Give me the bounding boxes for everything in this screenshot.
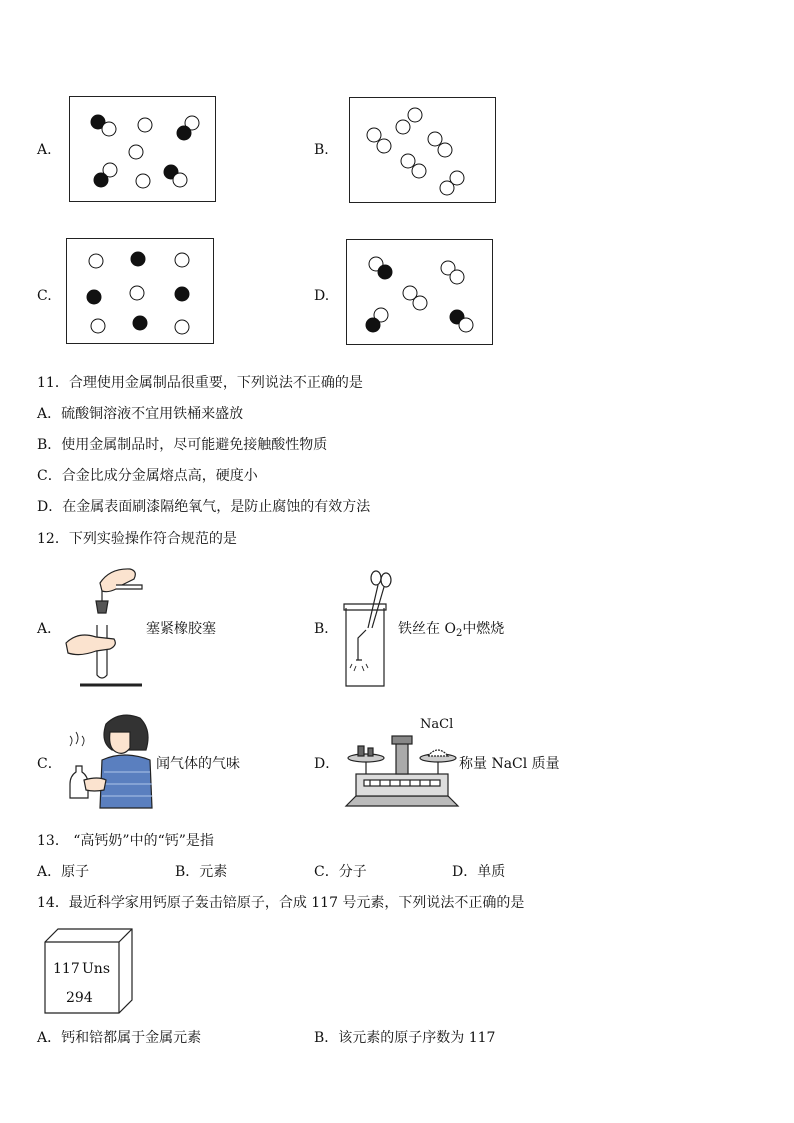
question-12-option-a-label: A．	[37, 621, 62, 637]
question-14-stem: 14．最近科学家用钙原子轰击锫原子，合成 117 号元素，下列说法不正确的是	[37, 895, 525, 911]
question-11-option-a: A．硫酸铜溶液不宜用铁桶来盛放	[37, 406, 244, 422]
question-14-option-b: B．该元素的原子序数为 117	[314, 1030, 496, 1046]
balance-illustration	[342, 730, 462, 810]
element-mass: 294	[66, 990, 93, 1006]
option-label-c: C.	[37, 288, 52, 304]
particle-drawing-a	[70, 97, 215, 201]
question-12-option-c-caption: 闻气体的气味	[156, 756, 240, 772]
element-cell	[44, 928, 134, 1016]
particle-drawing-b	[350, 98, 495, 202]
question-12-option-d-caption: 称量 NaCl 质量	[459, 756, 560, 772]
question-12-option-b-label: B．	[314, 621, 339, 637]
particle-diagram-d	[346, 239, 493, 345]
option-label-d: D.	[314, 288, 330, 304]
question-13-stem: 13． “高钙奶”中的“钙”是指	[37, 833, 214, 849]
question-12-option-d-label: D．	[314, 756, 340, 772]
option-label-a: A.	[37, 142, 52, 158]
question-13-option-c: C．分子	[314, 864, 367, 880]
question-12-option-b-caption	[398, 620, 504, 643]
question-13-option-b: B．元素	[175, 864, 228, 880]
iron-wire-jar-illustration	[338, 568, 398, 688]
question-13-option-d: D．单质	[452, 864, 506, 880]
question-14-option-a: A．钙和锫都属于金属元素	[37, 1030, 202, 1046]
question-12-stem: 12．下列实验操作符合规范的是	[37, 531, 237, 547]
option-label-b: B.	[314, 142, 329, 158]
question-12-option-c-label: C．	[37, 756, 62, 772]
question-11-stem: 11．合理使用金属制品很重要，下列说法不正确的是	[37, 375, 363, 391]
nacl-reagent-label: NaCl	[420, 717, 454, 732]
element-atomic-number: 117	[53, 961, 80, 977]
question-12-option-a-caption: 塞紧橡胶塞	[146, 621, 216, 637]
question-11-option-d: D．在金属表面刷漆隔绝氧气，是防止腐蚀的有效方法	[37, 499, 371, 515]
caption-b-suffix: 中燃烧	[462, 621, 505, 637]
particle-diagram-c	[66, 238, 214, 344]
caption-b-prefix: 铁丝在 O	[398, 621, 456, 637]
caption-b-subscript: 2	[455, 628, 463, 639]
question-13-option-a: A．原子	[37, 864, 90, 880]
element-symbol: Uns	[82, 961, 110, 977]
particle-diagram-b	[349, 97, 496, 203]
particle-drawing-c	[67, 239, 213, 343]
question-11-option-b: B．使用金属制品时，尽可能避免接触酸性物质	[37, 437, 328, 453]
particle-drawing-d	[347, 240, 492, 344]
question-11-option-c: C．合金比成分金属熔点高，硬度小	[37, 468, 258, 484]
test-tube-stopper-illustration	[60, 563, 150, 688]
smelling-gas-illustration	[64, 710, 154, 810]
particle-diagram-a	[69, 96, 216, 202]
